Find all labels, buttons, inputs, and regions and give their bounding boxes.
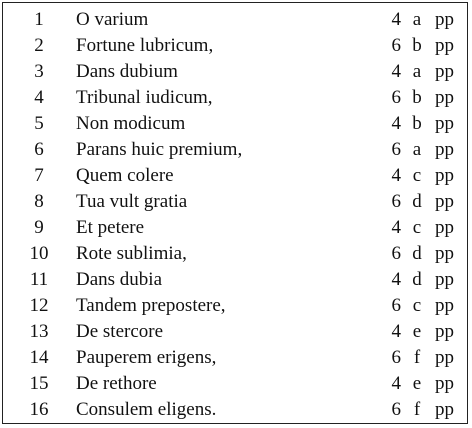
verse-text: Quem colere bbox=[76, 165, 174, 186]
verse-text: Tandem prepostere, bbox=[76, 295, 226, 316]
line-number: 13 bbox=[29, 321, 49, 342]
line-number: 5 bbox=[34, 113, 44, 134]
accent-mark: pp bbox=[435, 243, 454, 264]
accent-mark: pp bbox=[435, 347, 454, 368]
syllable-count: 6 bbox=[391, 191, 401, 212]
syllable-count: 4 bbox=[391, 61, 401, 82]
syllable-count: 6 bbox=[391, 139, 401, 160]
table-row bbox=[3, 267, 467, 293]
verse-text: Dans dubia bbox=[76, 269, 163, 290]
rhyme-letter: b bbox=[412, 87, 422, 108]
line-number: 12 bbox=[29, 295, 49, 316]
accent-mark: pp bbox=[435, 295, 454, 316]
rhyme-letter: a bbox=[412, 61, 422, 82]
accent-mark: pp bbox=[435, 113, 454, 134]
line-number: 2 bbox=[34, 35, 44, 56]
syllable-count: 4 bbox=[391, 217, 401, 238]
table-row bbox=[3, 33, 467, 59]
rhyme-letter: d bbox=[412, 191, 422, 212]
line-number: 3 bbox=[34, 61, 44, 82]
verse-text: Tribunal iudicum, bbox=[76, 87, 213, 108]
table-row bbox=[3, 7, 467, 33]
syllable-count: 6 bbox=[391, 347, 401, 368]
table-row bbox=[3, 189, 467, 215]
line-number: 9 bbox=[34, 217, 44, 238]
accent-mark: pp bbox=[435, 191, 454, 212]
verse-text: Consulem eligens. bbox=[76, 399, 217, 420]
accent-mark: pp bbox=[435, 217, 454, 238]
accent-mark: pp bbox=[435, 139, 454, 160]
verse-text: De stercore bbox=[76, 321, 164, 342]
accent-mark: pp bbox=[435, 87, 454, 108]
verse-text: Rote sublimia, bbox=[76, 243, 187, 264]
rhyme-letter: c bbox=[412, 295, 422, 316]
syllable-count: 4 bbox=[391, 113, 401, 134]
rhyme-letter: a bbox=[412, 9, 422, 30]
line-number: 4 bbox=[34, 87, 44, 108]
table-row bbox=[3, 85, 467, 111]
line-number: 16 bbox=[29, 399, 49, 420]
accent-mark: pp bbox=[435, 373, 454, 394]
verse-text: Dans dubium bbox=[76, 61, 178, 82]
table-row bbox=[3, 345, 467, 371]
syllable-count: 6 bbox=[391, 35, 401, 56]
table-row bbox=[3, 397, 467, 423]
table-row bbox=[3, 137, 467, 163]
line-number: 11 bbox=[29, 269, 49, 290]
syllable-count: 4 bbox=[391, 269, 401, 290]
table-row bbox=[3, 293, 467, 319]
syllable-count: 4 bbox=[391, 9, 401, 30]
line-number: 8 bbox=[34, 191, 44, 212]
rhyme-letter: e bbox=[412, 373, 422, 394]
table-row bbox=[3, 371, 467, 397]
rhyme-letter: a bbox=[412, 139, 422, 160]
syllable-count: 4 bbox=[391, 321, 401, 342]
rhyme-letter: f bbox=[413, 399, 421, 420]
syllable-count: 6 bbox=[391, 295, 401, 316]
accent-mark: pp bbox=[435, 269, 454, 290]
verse-text: Fortune lubricum, bbox=[76, 35, 214, 56]
verse-text: De rethore bbox=[76, 373, 157, 394]
rhyme-letter: c bbox=[412, 165, 422, 186]
syllable-count: 6 bbox=[391, 243, 401, 264]
verse-text: Parans huic premium, bbox=[76, 139, 243, 160]
verse-text: Tua vult gratia bbox=[76, 191, 188, 212]
accent-mark: pp bbox=[435, 399, 454, 420]
table-row bbox=[3, 319, 467, 345]
line-number: 1 bbox=[34, 9, 44, 30]
accent-mark: pp bbox=[435, 165, 454, 186]
verse-text: O varium bbox=[76, 9, 149, 30]
accent-mark: pp bbox=[435, 35, 454, 56]
accent-mark: pp bbox=[435, 9, 454, 30]
table-row bbox=[3, 241, 467, 267]
syllable-count: 6 bbox=[391, 87, 401, 108]
rhyme-letter: b bbox=[412, 35, 422, 56]
rhyme-letter: d bbox=[412, 269, 422, 290]
rhyme-letter: f bbox=[413, 347, 421, 368]
line-number: 10 bbox=[29, 243, 49, 264]
accent-mark: pp bbox=[435, 61, 454, 82]
line-number: 6 bbox=[34, 139, 44, 160]
line-number: 15 bbox=[29, 373, 49, 394]
accent-mark: pp bbox=[435, 321, 454, 342]
table-row bbox=[3, 163, 467, 189]
table-row bbox=[3, 59, 467, 85]
line-number: 14 bbox=[29, 347, 49, 368]
rhyme-letter: e bbox=[412, 321, 422, 342]
table-row bbox=[3, 215, 467, 241]
verse-text: Non modicum bbox=[76, 113, 186, 134]
verse-table bbox=[3, 7, 467, 423]
verse-text: Et petere bbox=[76, 217, 145, 238]
syllable-count: 4 bbox=[391, 373, 401, 394]
verse-text: Pauperem erigens, bbox=[76, 347, 217, 368]
rhyme-letter: d bbox=[412, 243, 422, 264]
rhyme-letter: b bbox=[412, 113, 422, 134]
verse-table-frame bbox=[2, 2, 468, 424]
table-row bbox=[3, 111, 467, 137]
syllable-count: 6 bbox=[391, 399, 401, 420]
line-number: 7 bbox=[34, 165, 44, 186]
syllable-count: 4 bbox=[391, 165, 401, 186]
rhyme-letter: c bbox=[412, 217, 422, 238]
